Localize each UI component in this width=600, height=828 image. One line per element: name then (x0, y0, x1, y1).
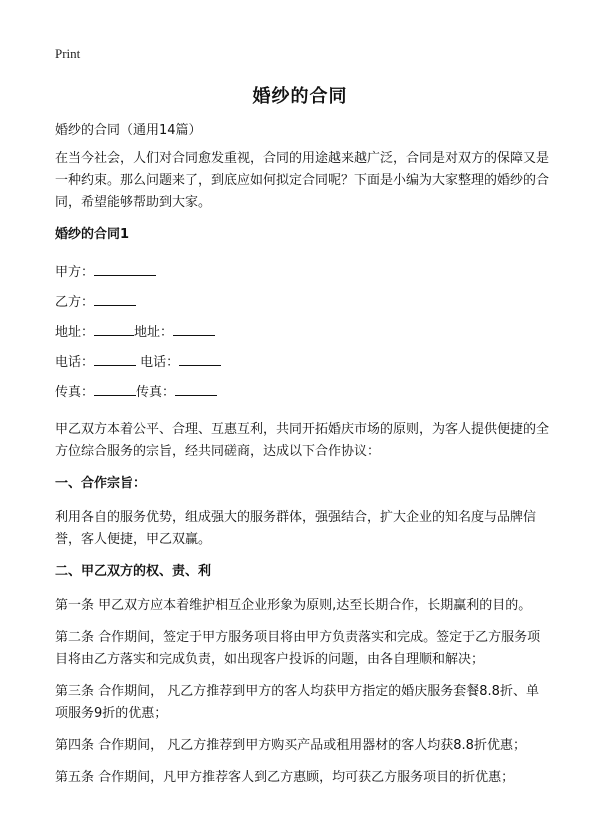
article-1: 第一条 甲乙双方应本着维护相互企业形象为原则,达至长期合作，长期赢利的目的。 (55, 598, 532, 613)
print-label[interactable]: Print (55, 46, 81, 61)
fax-label-2: 传真： (136, 385, 176, 400)
article-4: 第四条 合作期间， 凡乙方推荐到甲方购买产品或租用器材的客人均获8.8折优惠； (55, 738, 526, 753)
party-b-label: 乙方： (55, 295, 95, 310)
document-body (55, 120, 550, 799)
heading-rights: 二、甲乙双方的权、责、利 (55, 564, 212, 579)
address-label-2: 地址： (134, 325, 174, 340)
agreement-paragraph: 甲乙双方本着公平、合理、互惠互利，共同开拓婚庆市场的原则，为客人提供便捷的全方位综合服务的宗旨，经共同磋商，达成以下合作协议： (55, 422, 550, 459)
phone-blank-1 (94, 351, 136, 366)
purpose-paragraph: 利用各自的服务优势，组成强大的服务群体，强强结合，扩大企业的知名度与品牌信誉，客人便捷，甲乙双赢。 (55, 510, 537, 547)
fax-blank-1 (94, 381, 136, 396)
party-a-row (55, 261, 550, 291)
doc-subtitle: 婚纱的合同（通用14篇） (55, 123, 202, 138)
fax-blank-2 (175, 381, 217, 396)
phone-row (55, 351, 550, 381)
intro-paragraph: 在当今社会，人们对合同愈发重视，合同的用途越来越广泛，合同是对双方的保障又是一种约束。那么问题来了，到底应如何拟定合同呢？下面是小编为大家整理的婚纱的合同，希望能够帮助到大家。 (55, 151, 550, 210)
section-title: 婚纱的合同1 (55, 227, 130, 242)
heading-purpose: 一、合作宗旨： (55, 476, 147, 491)
fax-label-1: 传真： (55, 385, 95, 400)
party-a-blank (94, 261, 156, 276)
article-5: 第五条 合作期间，凡甲方推荐客人到乙方惠顾，均可获乙方服务项目的折优惠； (55, 770, 515, 785)
article-3: 第三条 合作期间， 凡乙方推荐到甲方的客人均获甲方指定的婚庆服务套餐8.8折、单项服务9折的优惠； (55, 684, 539, 721)
article-2: 第二条 合作期间，签定于甲方服务项目将由甲方负责落实和完成。签定于乙方服务项目将由乙方落实和完成负责，如出现客户投诉的问题，由各自理顺和解决； (55, 630, 541, 667)
address-blank-2 (173, 321, 215, 336)
fax-row (55, 381, 550, 411)
address-label-1: 地址： (55, 325, 95, 340)
party-b-blank (94, 291, 136, 306)
address-blank-1 (94, 321, 134, 336)
party-a-label: 甲方： (55, 265, 95, 280)
phone-label-2: 电话： (140, 355, 180, 370)
party-b-row (55, 291, 550, 321)
phone-blank-2 (179, 351, 221, 366)
page-title: 婚纱的合同 (252, 86, 348, 107)
phone-label-1: 电话： (55, 355, 95, 370)
address-row (55, 321, 550, 351)
